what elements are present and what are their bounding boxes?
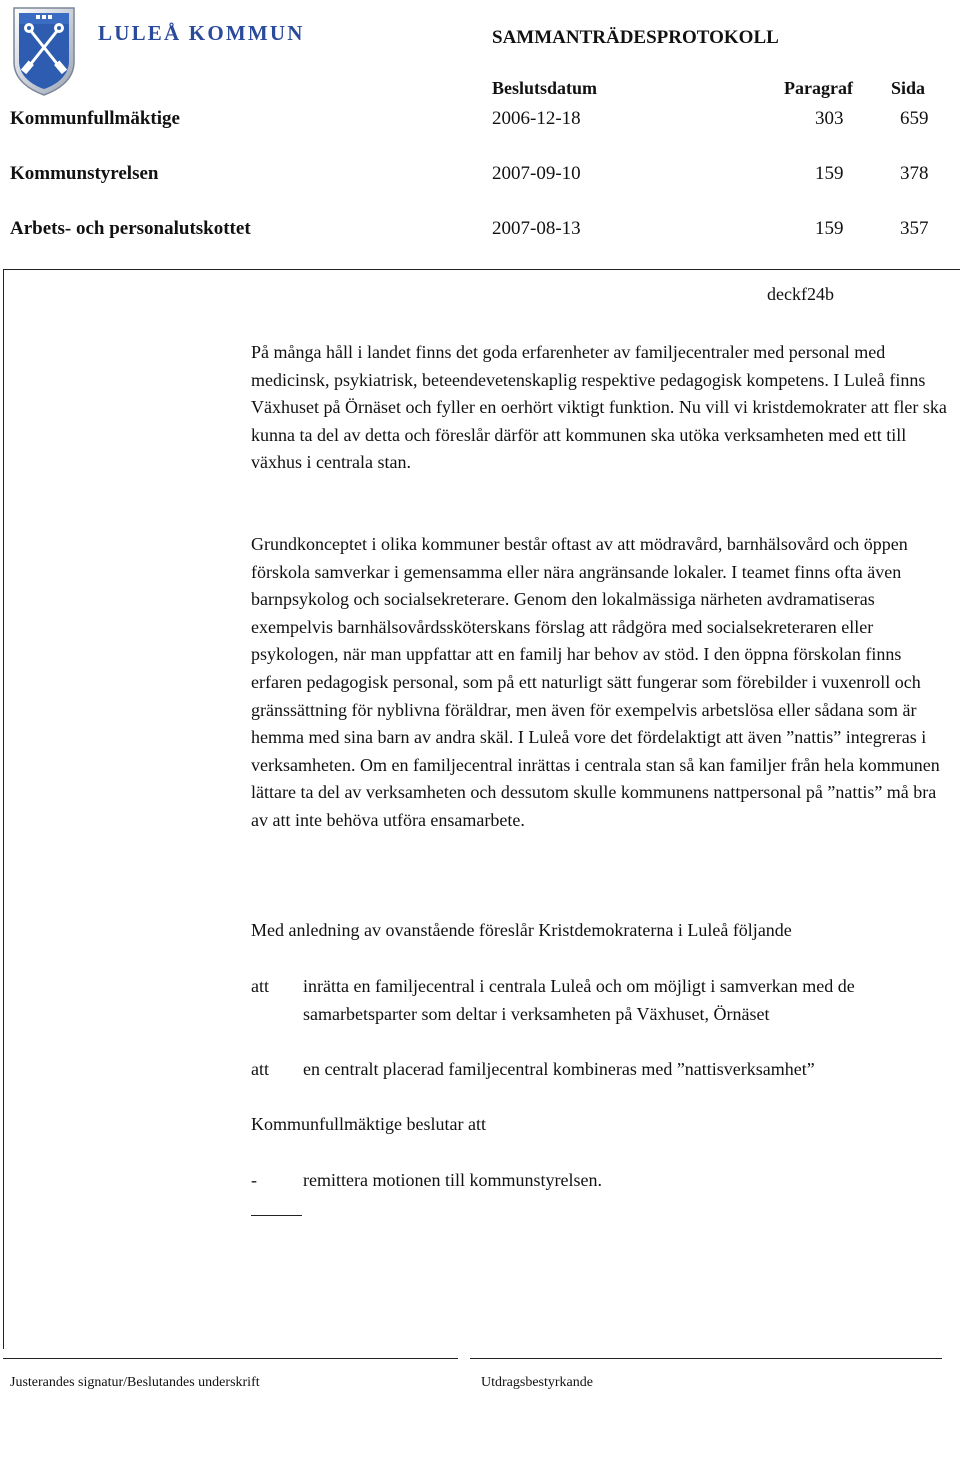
body-paragraph: Med anledning av ovanstående föreslår Kristdemokraterna i Luleå följande: [251, 920, 792, 940]
end-divider: [251, 1215, 302, 1216]
proposal-text: en centralt placerad familjecentral kombineras med ”nattisverksamhet”: [303, 1059, 815, 1079]
extract-label: Utdragsbestyrkande: [481, 1375, 593, 1390]
frame-top-divider: [3, 269, 960, 270]
decision-date: 2007-08-13: [492, 218, 581, 239]
decision-date: 2007-09-10: [492, 163, 581, 184]
meta-row: [0, 108, 960, 132]
meeting-body: Kommunfullmäktige: [10, 108, 180, 129]
organization-name: LULEÅ KOMMUN: [98, 21, 305, 45]
paragraph-number: 303: [815, 108, 844, 129]
proposal-marker: att: [251, 1059, 269, 1079]
proposal-text: inrätta en familjecentral i centrala Luleå och om möjligt i samverkan med de samarbetsparter som deltar i verksamheten på Växhuset, Örnäset: [303, 976, 855, 1024]
column-header-paragraph: Paragraf: [784, 78, 853, 98]
extract-line: [470, 1358, 942, 1359]
body-paragraph: På många håll i landet finns det goda erfarenheter av familjecentraler med personal med medicinsk, psykiatrisk, beteendevetenskaplig respektive pedagogisk kompetens. I Luleå finns Växhuset på Örnäset och fyller en oerhört viktigt funktion. Nu vill vi kristdemokrater att fler ska kunna ta del av detta och föreslår därför att kommunen ska utöka verksamheten med ett till växhus i centrala stan.: [251, 342, 947, 473]
signature-label: Justerandes signatur/Beslutandes underskrift: [10, 1375, 260, 1390]
meeting-body: Kommunstyrelsen: [10, 163, 159, 184]
meta-row: [0, 218, 960, 242]
decision-text: remittera motionen till kommunstyrelsen.: [303, 1170, 602, 1190]
meeting-body: Arbets- och personalutskottet: [10, 218, 251, 239]
meta-row: [0, 163, 960, 187]
decision-marker: -: [251, 1170, 257, 1190]
paragraph-number: 159: [815, 218, 844, 239]
body-paragraph: Grundkonceptet i olika kommuner består oftast av att mödravård, barnhälsovård och öppen förskola samverkar i gemensamma eller nära angränsande lokaler. I teamet finns ofta även barnpsykolog och socialsekreterare. Genom den lokalmässiga närheten avdramatiseras exempelvis barnhälsovårdssköterskans förslag att rådgöra med socialsekreteraren eller psykologen, när man uppfattar att en familj har behov av stöd. I den öppna förskolan finns erfaren pedagogisk personal, som på ett naturligt sätt fungerar som förebilder i vuxenroll och gränssättning för nyblivna föräldrar, men även för exempelvis arbetslösa eller sådana som är hemma med sina barn av andra skäl. I Luleå vore det fördelaktigt att även ”nattis” integreras i verksamheten. Om en familjecentral inrättas i centrala stan så kan familjer från hela kommunen lättare ta del av verksamheten och dessutom skulle kommunens nattpersonal på ”nattis” må bra av att inte behöva utföra ensamarbete.: [251, 534, 940, 830]
document-id: deckf24b: [767, 284, 834, 304]
page-number: 357: [900, 218, 929, 239]
decision-date: 2006-12-18: [492, 108, 581, 129]
document-type: SAMMANTRÄDESPROTOKOLL: [492, 27, 779, 48]
column-header-date: Beslutsdatum: [492, 78, 598, 98]
page-number: 378: [900, 163, 929, 184]
paragraph-number: 159: [815, 163, 844, 184]
signature-line: [3, 1358, 458, 1359]
frame-left-divider: [3, 269, 4, 1349]
column-header-page: Sida: [891, 78, 926, 98]
lulea-crest-keys-icon: [10, 4, 78, 98]
proposal-marker: att: [251, 976, 269, 996]
page-number: 659: [900, 108, 929, 129]
conclusion-text: Kommunfullmäktige beslutar att: [251, 1114, 486, 1134]
